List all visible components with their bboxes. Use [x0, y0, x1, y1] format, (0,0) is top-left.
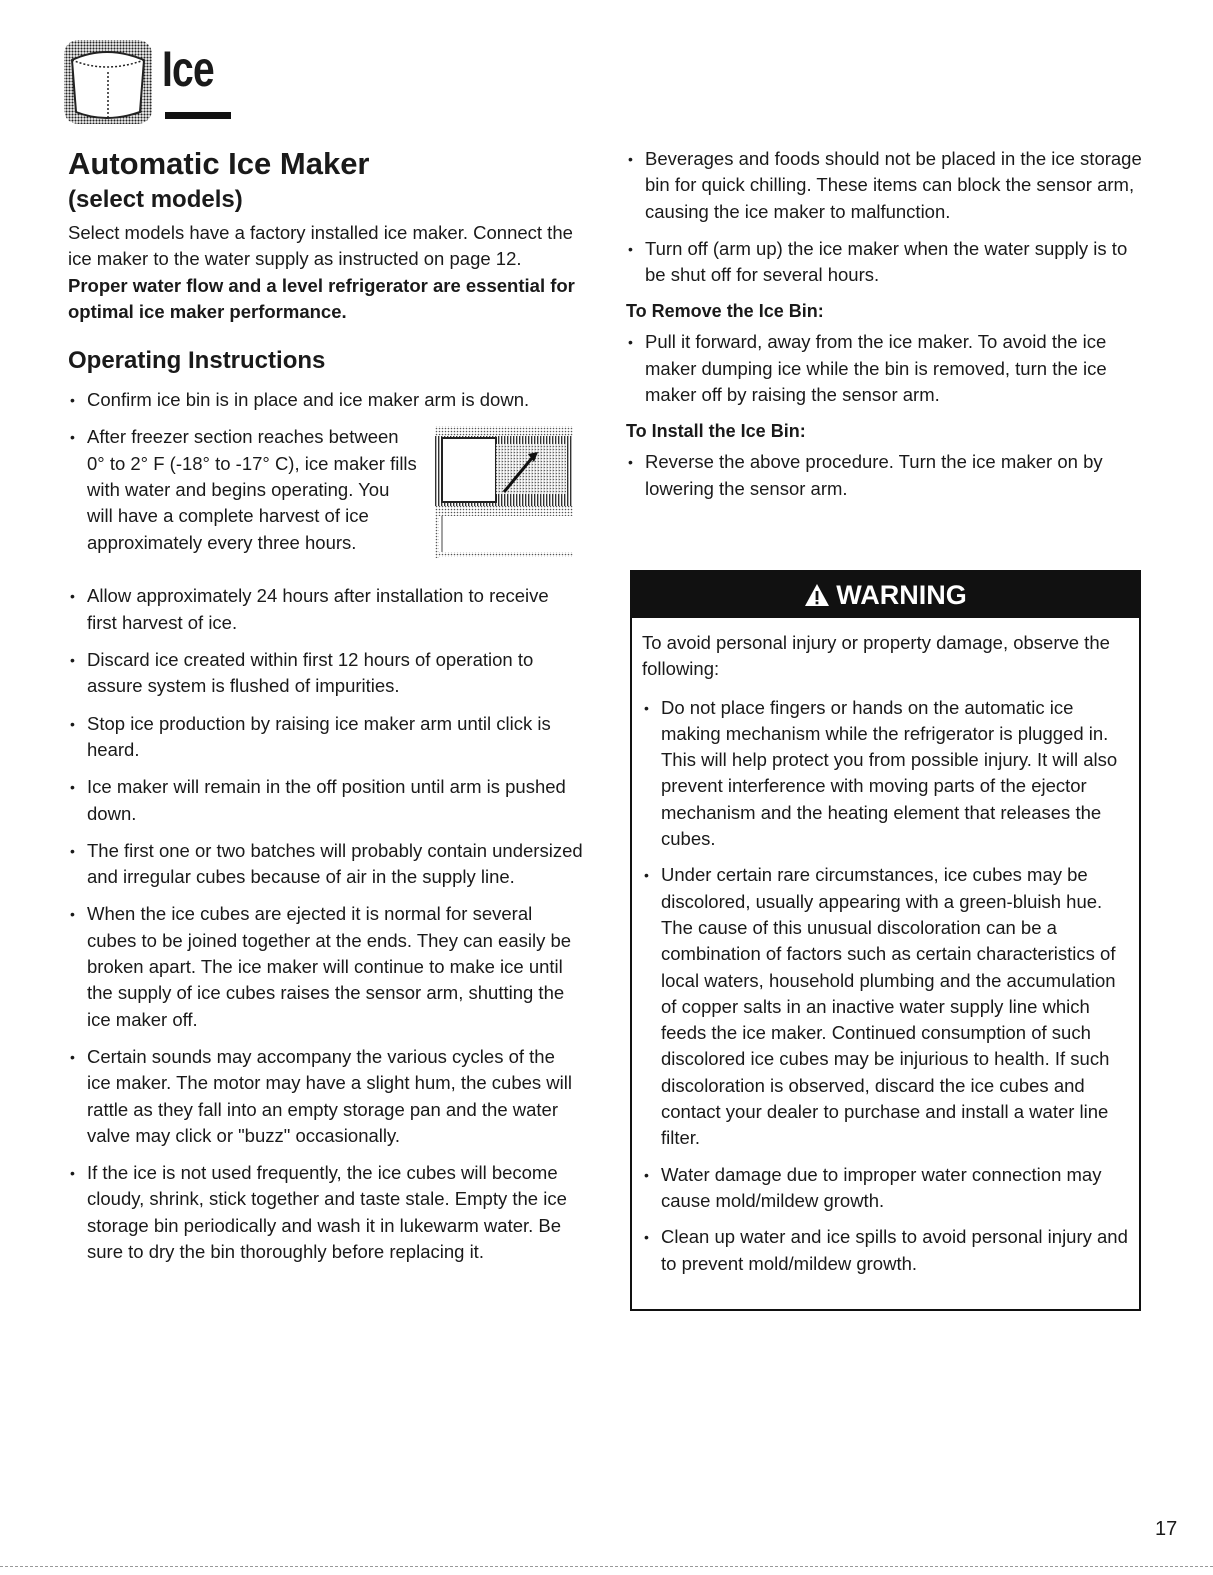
storage-bin-list [626, 146, 1146, 288]
list-item: • Reverse the above procedure. Turn the ice maker on by lowering the sensor arm. [626, 449, 1146, 502]
operating-heading: Operating Instructions [68, 347, 326, 375]
list-item: • The first one or two batches will probably contain undersized and irregular cubes because of air in the supply line. [68, 838, 583, 891]
page-heading: Automatic Ice Maker [68, 146, 370, 181]
list-item: • Stop ice production by raising ice maker arm until click is heard. [68, 711, 583, 764]
remove-bin-heading: To Remove the Ice Bin: [626, 301, 824, 322]
page-subheading: (select models) [68, 186, 243, 213]
list-item: • Ice maker will remain in the off position until arm is pushed down. [68, 774, 583, 827]
warning-box [630, 570, 1141, 1311]
intro-emphasis: Proper water flow and a level refrigerator are essential for optimal ice maker performance. [68, 274, 575, 322]
list-item: • Discard ice created within first 12 hours of operation to assure system is flushed of impurities. [68, 647, 583, 700]
intro-text: Select models have a factory installed ice maker. Connect the ice maker to the water supply as instructed on page 12. [68, 222, 573, 270]
warning-list [642, 695, 1129, 1277]
operating-list [68, 387, 583, 1265]
intro-paragraph [68, 220, 583, 325]
right-column [626, 146, 1146, 513]
warning-body [632, 618, 1139, 1277]
section-title: Ice [162, 41, 214, 97]
install-bin-list [626, 449, 1146, 502]
list-item: • Turn off (arm up) the ice maker when the water supply is to be shut off for several hours. [626, 236, 1146, 289]
install-bin-heading: To Install the Ice Bin: [626, 421, 806, 442]
ice-cube-icon [62, 38, 154, 126]
list-item: • If the ice is not used frequently, the ice cubes will become cloudy, shrink, stick together and taste stale. Empty the ice storage bin periodically and wash it in lukewarm water. Be sure to dry the bin thoroughly before replacing it. [68, 1160, 583, 1265]
list-item: • Clean up water and ice spills to avoid personal injury and to prevent mold/mildew growth. [642, 1224, 1129, 1277]
warning-title: WARNING [836, 579, 967, 610]
list-item: • Certain sounds may accompany the various cycles of the ice maker. The motor may have a slight hum, the cubes will rattle as they fall into an empty storage pan and the water valve may click or "buzz" occasionally. [68, 1044, 583, 1149]
list-item: • Beverages and foods should not be placed in the ice storage bin for quick chilling. These items can block the sensor arm, causing the ice maker to malfunction. [626, 146, 1146, 225]
list-item: • Water damage due to improper water connection may cause mold/mildew growth. [642, 1162, 1129, 1215]
list-item-text: • After freezer section reaches between 0° to 2° F (-18° to -17° C), ice maker fills with water and begins operating. You will have a complete harvest of ice approximately every three hours. [87, 426, 417, 553]
left-column [68, 146, 583, 1276]
section-underline [165, 112, 231, 119]
remove-bin-list [626, 329, 1146, 408]
warning-header [632, 572, 1139, 618]
list-item: • When the ice cubes are ejected it is normal for several cubes to be joined together at the ends. They can easily be broken apart. The ice maker will continue to make ice until the supply of ice cubes raises the sensor arm, shutting the ice maker off. [68, 901, 583, 1032]
warning-intro: To avoid personal injury or property damage, observe the following: [642, 632, 1110, 680]
list-item-with-figure [68, 424, 583, 572]
ice-maker-illustration [432, 424, 575, 559]
warning-triangle-icon [804, 583, 830, 607]
list-item: • Pull it forward, away from the ice maker. To avoid the ice maker dumping ice while the bin is removed, turn the ice maker off by raising the sensor arm. [626, 329, 1146, 408]
list-item: • Allow approximately 24 hours after installation to receive first harvest of ice. [68, 583, 583, 636]
list-item: • Confirm ice bin is in place and ice maker arm is down. [68, 387, 583, 413]
list-item: • Do not place fingers or hands on the automatic ice making mechanism while the refrigerator is plugged in. This will help protect you from possible injury. It will also prevent interference with moving parts of the ejector mechanism and the heating element that releases the cubes. [642, 695, 1129, 853]
page-number: 17 [1155, 1518, 1178, 1540]
page-bottom-rule [0, 1566, 1213, 1567]
list-item: • Under certain rare circumstances, ice cubes may be discolored, usually appearing with a green-bluish hue. The cause of this unusual discoloration can be a combination of factors such as certain characteristics of local waters, household plumbing and the accumulation of copper salts in an inactive water supply line which feeds the ice maker. Continued consumption of such discolored ice cubes may be injurious to health. If such discoloration is observed, discard the ice cubes and contact your dealer to purchase and install a water line filter. [642, 862, 1129, 1151]
section-header [62, 38, 302, 138]
